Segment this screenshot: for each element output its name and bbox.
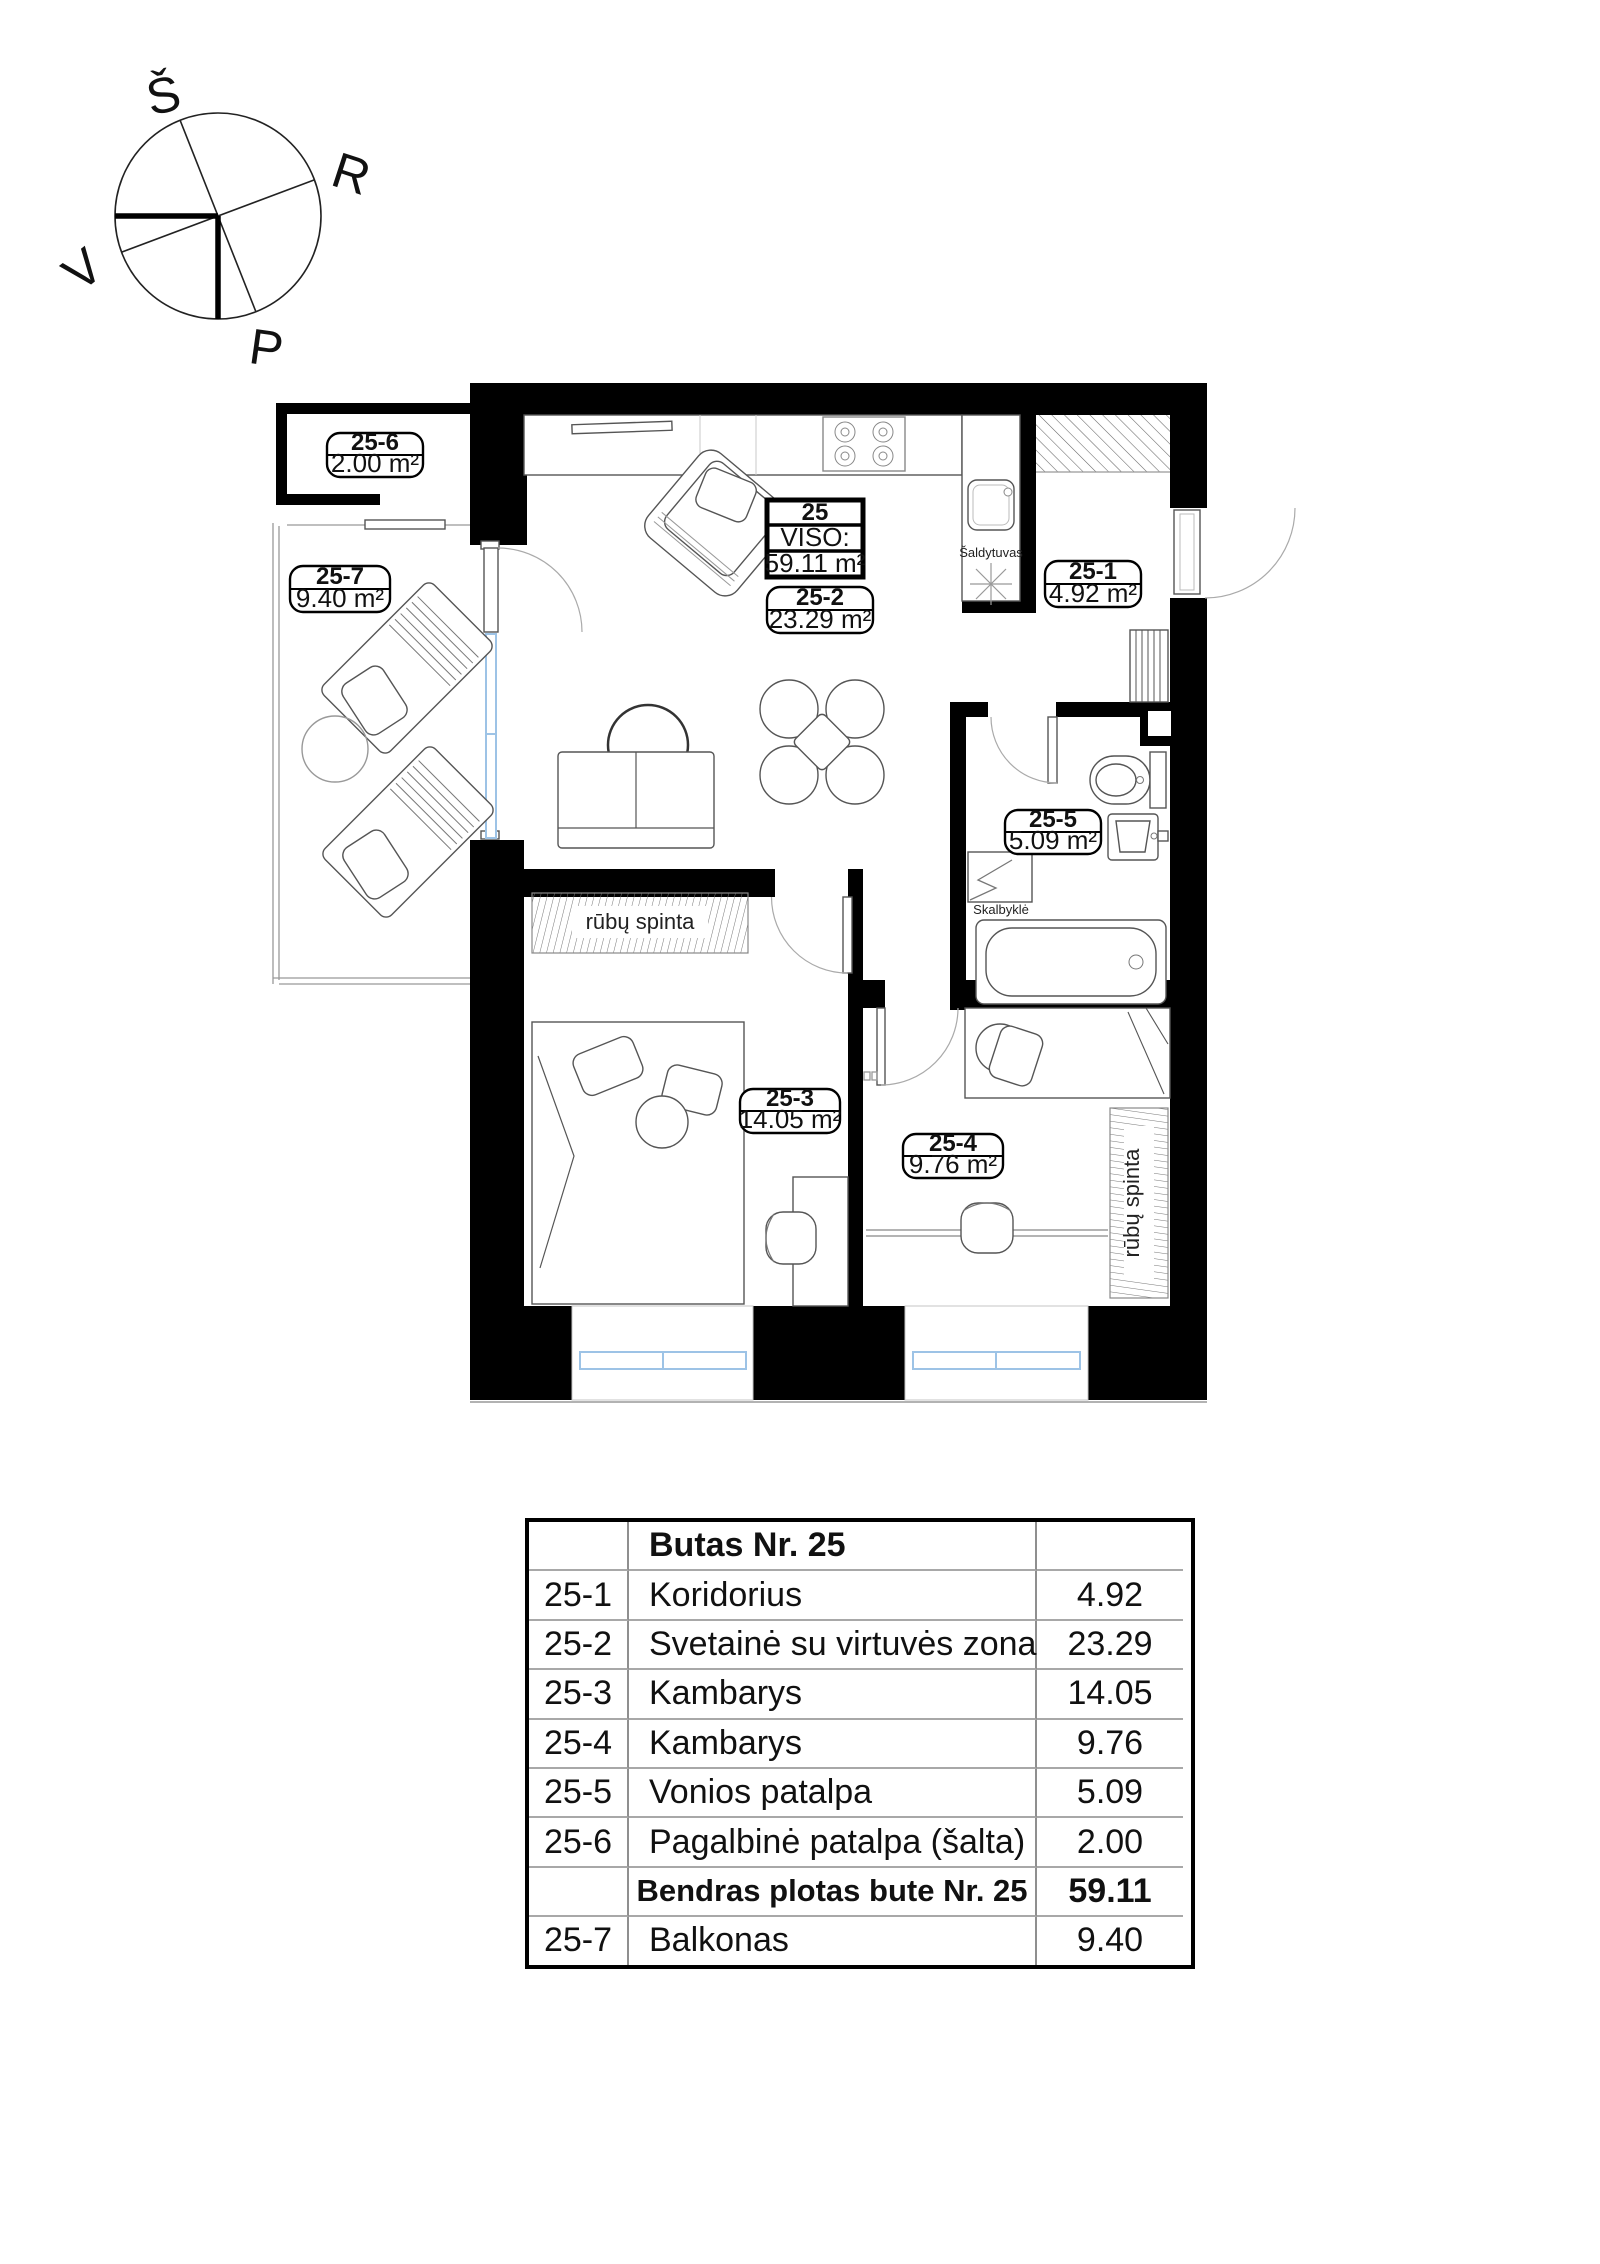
apartment-total-label xyxy=(765,499,866,578)
apartment-number: 25 xyxy=(801,499,829,526)
compass-rose xyxy=(52,65,377,379)
dining-set xyxy=(760,680,884,804)
table-cell-area: 4.92 xyxy=(1037,1571,1183,1620)
compass-south-label: P xyxy=(245,318,287,379)
bed-25-4 xyxy=(965,1008,1170,1098)
desk-chair-25-4 xyxy=(961,1203,1013,1253)
table-cell-name: Kambarys xyxy=(629,1720,1037,1769)
area-table xyxy=(525,1518,1195,1969)
room-area: 9.76 m² xyxy=(908,1149,998,1179)
table-cell-id: 25-6 xyxy=(529,1818,629,1867)
toilet xyxy=(1090,752,1166,808)
wardrobe-25-3-label: rūbų spinta xyxy=(585,909,695,934)
bedroom-25-4-door xyxy=(864,1008,958,1085)
room-id: 25-7 xyxy=(315,563,365,590)
desk-chair-25-3 xyxy=(766,1212,816,1264)
kitchen-sink-fridge-column xyxy=(959,415,1023,605)
room-label-25-3 xyxy=(739,1085,842,1134)
table-cell-id: 25-1 xyxy=(529,1571,629,1620)
room-area: 4.92 m² xyxy=(1048,578,1138,608)
room-area: 9.40 m² xyxy=(295,583,385,613)
balcony-side-table xyxy=(302,716,368,782)
table-cell-name: Kambarys xyxy=(629,1670,1037,1719)
room-id: 25-4 xyxy=(928,1130,978,1157)
table-cell-id: 25-3 xyxy=(529,1670,629,1719)
room-area: 14.05 m² xyxy=(738,1104,842,1134)
apartment-area: 59.11 m² xyxy=(764,548,866,578)
table-cell-id: 25-7 xyxy=(529,1917,629,1964)
room-area: 23.29 m² xyxy=(768,604,872,634)
room-id: 25-3 xyxy=(765,1085,815,1112)
room-label-25-5 xyxy=(1005,806,1101,855)
table-cell-area: 23.29 xyxy=(1037,1621,1183,1670)
stove xyxy=(823,417,905,471)
fridge-label: Šaldytuvas xyxy=(959,545,1023,560)
snowflake-icon xyxy=(970,563,1012,605)
sofa xyxy=(558,752,714,848)
room-area: 2.00 m² xyxy=(330,448,420,478)
room-id: 25-5 xyxy=(1028,806,1078,833)
table-cell-area xyxy=(1037,1522,1183,1571)
sun-lounger-2 xyxy=(320,744,497,921)
compass-west-label: V xyxy=(52,237,113,302)
table-cell-area: 9.40 xyxy=(1076,1921,1144,1960)
table-cell-name: Vonios patalpa xyxy=(629,1769,1037,1818)
table-total-label: Bendras plotas bute Nr. 25 xyxy=(629,1868,1037,1917)
faucet-icon xyxy=(1004,488,1012,496)
table-cell-area: 9.76 xyxy=(1037,1720,1183,1769)
radiator xyxy=(1130,630,1168,702)
washing-machine xyxy=(968,852,1032,917)
bathroom-sink xyxy=(1108,814,1168,860)
washer-label: Skalbyklė xyxy=(973,902,1029,917)
table-cell-id: 25-4 xyxy=(529,1720,629,1769)
bedroom-25-3-door xyxy=(772,897,853,973)
apartment-viso: VISO: xyxy=(780,522,850,552)
room-id: 25-6 xyxy=(350,429,400,456)
wardrobe-hatch-25-4 xyxy=(1110,1108,1168,1298)
entrance-door xyxy=(1174,508,1295,598)
table-cell-id xyxy=(529,1522,629,1571)
table-cell-name: Svetainė su virtuvės zona xyxy=(629,1621,1037,1670)
compass-north-label: Š xyxy=(141,64,186,127)
bathtub xyxy=(976,920,1166,1004)
hallway-wardrobe-hatch xyxy=(1036,415,1170,472)
table-cell-name: Pagalbinė patalpa (šalta) xyxy=(629,1818,1037,1867)
bathroom-door xyxy=(991,717,1057,783)
room-id: 25-2 xyxy=(795,584,845,611)
wardrobe-hatch-25-3 xyxy=(532,893,748,953)
room-area: 5.09 m² xyxy=(1008,825,1098,855)
room-id: 25-1 xyxy=(1068,558,1118,585)
table-cell-area: 14.05 xyxy=(1037,1670,1183,1719)
table-total-area: 59.11 xyxy=(1037,1868,1183,1917)
room-label-25-4 xyxy=(903,1130,1003,1179)
bed-25-3 xyxy=(532,1022,744,1304)
table-cell-name: Balkonas xyxy=(629,1917,1037,1964)
room-label-25-1 xyxy=(1045,558,1141,608)
window-25-4 xyxy=(905,1306,1088,1400)
compass-east-label: R xyxy=(325,141,378,207)
table-title: Butas Nr. 25 xyxy=(629,1522,1037,1571)
table-cell-id xyxy=(529,1868,629,1917)
room-label-25-6 xyxy=(327,429,423,478)
table-cell-name: Koridorius xyxy=(629,1571,1037,1620)
table-cell-area: 5.09 xyxy=(1037,1769,1183,1818)
wardrobe-25-4-label: rūbų spinta xyxy=(1119,1148,1144,1258)
table-cell-area: 2.00 xyxy=(1037,1818,1183,1867)
room-label-25-7 xyxy=(290,563,390,613)
window-25-3 xyxy=(572,1306,753,1400)
table-cell-id: 25-5 xyxy=(529,1769,629,1818)
room-label-25-2 xyxy=(767,584,873,634)
table-cell-id: 25-2 xyxy=(529,1621,629,1670)
